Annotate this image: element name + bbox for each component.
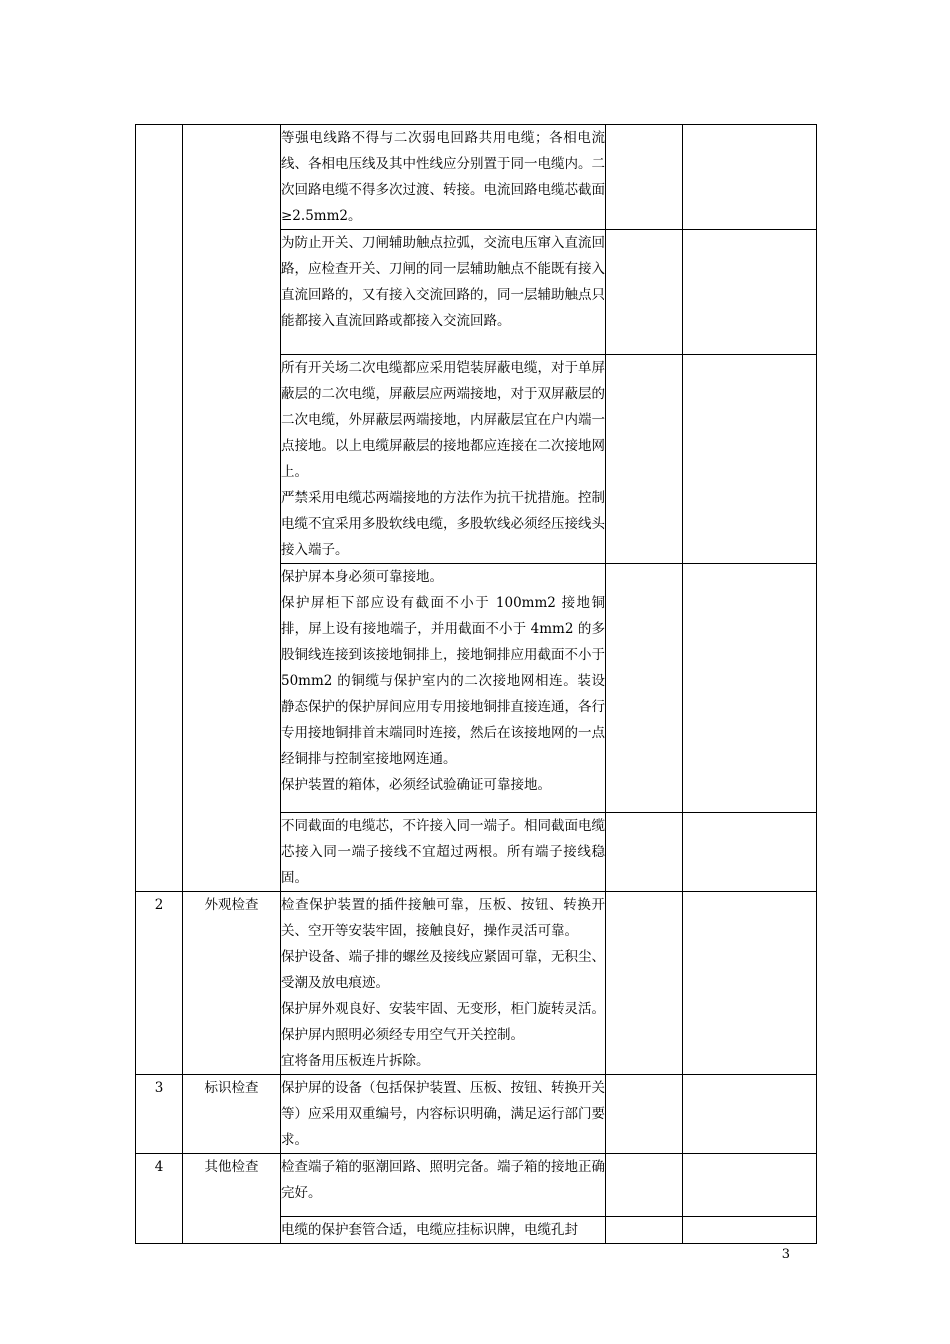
result-cell — [606, 1075, 683, 1154]
content-cell — [281, 355, 606, 564]
content-cell — [281, 1075, 606, 1154]
table-row — [136, 892, 817, 1075]
remark-cell — [683, 1075, 817, 1154]
remark-cell — [683, 125, 817, 230]
content-paragraph: 保护屏外观良好、安装牢固、无变形，柜门旋转灵活。保护屏内照明必须经专用空气开关控制。 — [281, 1001, 605, 1043]
item-name-cell — [183, 125, 281, 892]
content-paragraph: 宜将备用压板连片拆除。 — [281, 1053, 430, 1069]
result-cell — [606, 892, 683, 1075]
content-paragraph: 保护设备、端子排的螺丝及接线应紧固可靠，无积尘、受潮及放电痕迹。 — [281, 949, 605, 991]
remark-cell — [683, 355, 817, 564]
remark-cell — [683, 564, 817, 813]
result-cell — [606, 355, 683, 564]
content-paragraph: 保护屏的设备（包括保护装置、压板、按钮、转换开关等）应采用双重编号，内容标识明确，满足运行部门要求。 — [281, 1080, 605, 1148]
item-number-cell: 3 — [136, 1075, 183, 1154]
content-paragraph: 为防止开关、刀闸辅助触点拉弧，交流电压窜入直流回路，应检查开关、刀闸的同一层辅助触点不能既有接入直流回路的，又有接入交流回路的，同一层辅助触点只能都接入直流回路或都接入交流回路。 — [281, 235, 605, 329]
result-cell — [606, 1217, 683, 1244]
result-cell — [606, 1154, 683, 1217]
content-cell — [281, 125, 606, 230]
item-name-cell: 外观检查 — [183, 892, 281, 1075]
content-paragraph: 保护装置的箱体，必须经试验确证可靠接地。 — [281, 777, 551, 793]
content-paragraph: 检查端子箱的驱潮回路、照明完备。端子箱的接地正确完好。 — [281, 1159, 605, 1201]
content-cell — [281, 892, 606, 1075]
content-cell — [281, 1154, 606, 1217]
remark-cell — [683, 892, 817, 1075]
content-paragraph: 不同截面的电缆芯，不许接入同一端子。相同截面电缆芯接入同一端子接线不宜超过两根。所有端子接线稳固。 — [281, 818, 605, 886]
table-row — [136, 1154, 817, 1217]
content-paragraph: 保护屏柜下部应设有截面不小于 100mm2 接地铜排，屏上设有接地端子，并用截面不小于 4mm2 的多股铜线连接到该接地铜排上，接地铜排应用截面不小于 50mm2 的铜缆与保护室内的二次接地网相连。装设静态保护的保护屏间应用专用接地铜排直接连通，各行专用接地铜排首末端同时连接，然后在该接地网的一点经铜排与控制室接地网连通。 — [281, 595, 605, 767]
content-paragraph: 保护屏本身必须可靠接地。 — [281, 569, 443, 585]
item-number-cell: 2 — [136, 892, 183, 1075]
remark-cell — [683, 1217, 817, 1244]
content-paragraph: 严禁采用电缆芯两端接地的方法作为抗干扰措施。控制电缆不宜采用多股软线电缆，多股软线必须经压接线头接入端子。 — [281, 490, 605, 558]
result-cell — [606, 813, 683, 892]
content-paragraph: 检查保护装置的插件接触可靠，压板、按钮、转换开关、空开等安装牢固，接触良好，操作灵活可靠。 — [281, 897, 605, 939]
item-number-cell — [136, 125, 183, 892]
result-cell — [606, 564, 683, 813]
content-cell — [281, 1217, 606, 1244]
item-name-cell: 标识检查 — [183, 1075, 281, 1154]
page-number: 3 — [781, 1247, 790, 1262]
item-number-cell: 4 — [136, 1154, 183, 1244]
remark-cell — [683, 230, 817, 355]
content-cell — [281, 564, 606, 813]
content-paragraph: 电缆的保护套管合适，电缆应挂标识牌，电缆孔封 — [281, 1222, 578, 1238]
content-paragraph: 等强电线路不得与二次弱电回路共用电缆；各相电流线、各相电压线及其中性线应分别置于同一电缆内。二次回路电缆不得多次过渡、转接。电流回路电缆芯截面≥2.5mm2。 — [281, 130, 605, 224]
remark-cell — [683, 813, 817, 892]
table-row — [136, 1075, 817, 1154]
result-cell — [606, 230, 683, 355]
content-paragraph: 所有开关场二次电缆都应采用铠装屏蔽电缆，对于单屏蔽层的二次电缆，屏蔽层应两端接地，对于双屏蔽层的二次电缆，外屏蔽层两端接地，内屏蔽层宜在户内端一点接地。以上电缆屏蔽层的接地都应连接在二次接地网上。 — [281, 360, 605, 480]
content-cell — [281, 230, 606, 355]
table-row — [136, 125, 817, 230]
inspection-table — [135, 124, 817, 1244]
remark-cell — [683, 1154, 817, 1217]
result-cell — [606, 125, 683, 230]
item-name-cell: 其他检查 — [183, 1154, 281, 1244]
content-cell — [281, 813, 606, 892]
